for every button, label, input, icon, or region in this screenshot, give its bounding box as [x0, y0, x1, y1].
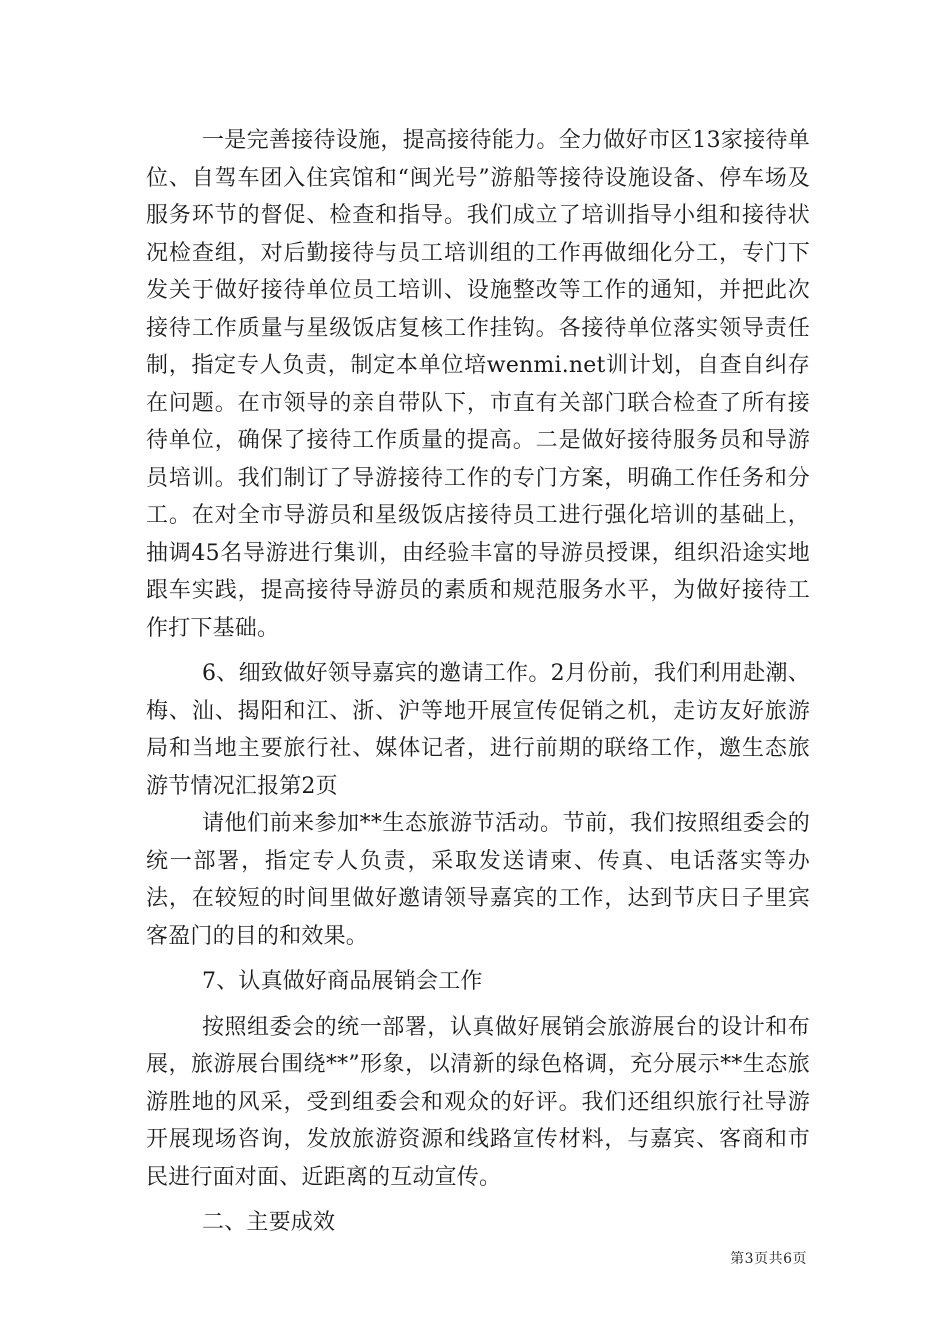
heading-exhibition-work: 7、认真做好商品展销会工作 — [202, 969, 483, 994]
paragraph-invite-continued: 请他们前来参加**生态旅游节活动。节前，我们按照组委会的统一部署，指定专人负责，采取发送请柬、传真、电话落实等办法，在较短的时间里做好邀请领导嘉宾的工作，达到节庆日子里宾客盈门的目的和效果。 — [146, 811, 810, 949]
page-number: 第3页共6页 — [730, 1251, 807, 1267]
paragraph-invite-guests: 6、细致做好领导嘉宾的邀请工作。2月份前，我们利用赴潮、梅、汕、揭阳和江、浙、沪等地开展宣传促销之机，走访友好旅游局和当地主要旅行社、媒体记者，进行前期的联络工作，邀生态旅游节情况汇报第2页 — [146, 661, 810, 799]
document-body — [146, 122, 810, 1242]
heading-main-results: 二、主要成效 — [202, 1210, 336, 1235]
paragraph-exhibition: 按照组委会的统一部署，认真做好展销会旅游展台的设计和布展，旅游展台围绕**”形象，以清新的绿色格调，充分展示**生态旅游胜地的风采，受到组委会和观众的好评。我们还组织旅行社导游开展现场咨询，发放旅游资源和线路宣传材料，与嘉宾、客商和市民进行面对面、近距离的互动宣传。 — [146, 1014, 810, 1190]
paragraph-reception-facilities: 一是完善接待设施，提高接待能力。全力做好市区13家接待单位、自驾车团入住宾馆和“闽光号”游船等接待设施设备、停车场及服务环节的督促、检查和指导。我们成立了培训指导小组和接待状况检查组，对后勤接待与员工培训组的工作再做细化分工，专门下发关于做好接待单位员工培训、设施整改等工作的通知，并把此次接待工作质量与星级饭店复核工作挂钩。各接待单位落实领导责任制，指定专人负责，制定本单位培wenmi.net训计划，自查自纠存在问题。在市领导的亲自带队下，市直有关部门联合检查了所有接待单位，确保了接待工作质量的提高。二是做好接待服务员和导游员培训。我们制订了导游接待工作的专门方案，明确工作任务和分工。在对全市导游员和星级饭店接待员工进行强化培训的基础上，抽调45名导游进行集训，由经验丰富的导游员授课，组织沿途实地跟车实践，提高接待导游员的素质和规范服务水平，为做好接待工作打下基础。 — [146, 128, 810, 641]
